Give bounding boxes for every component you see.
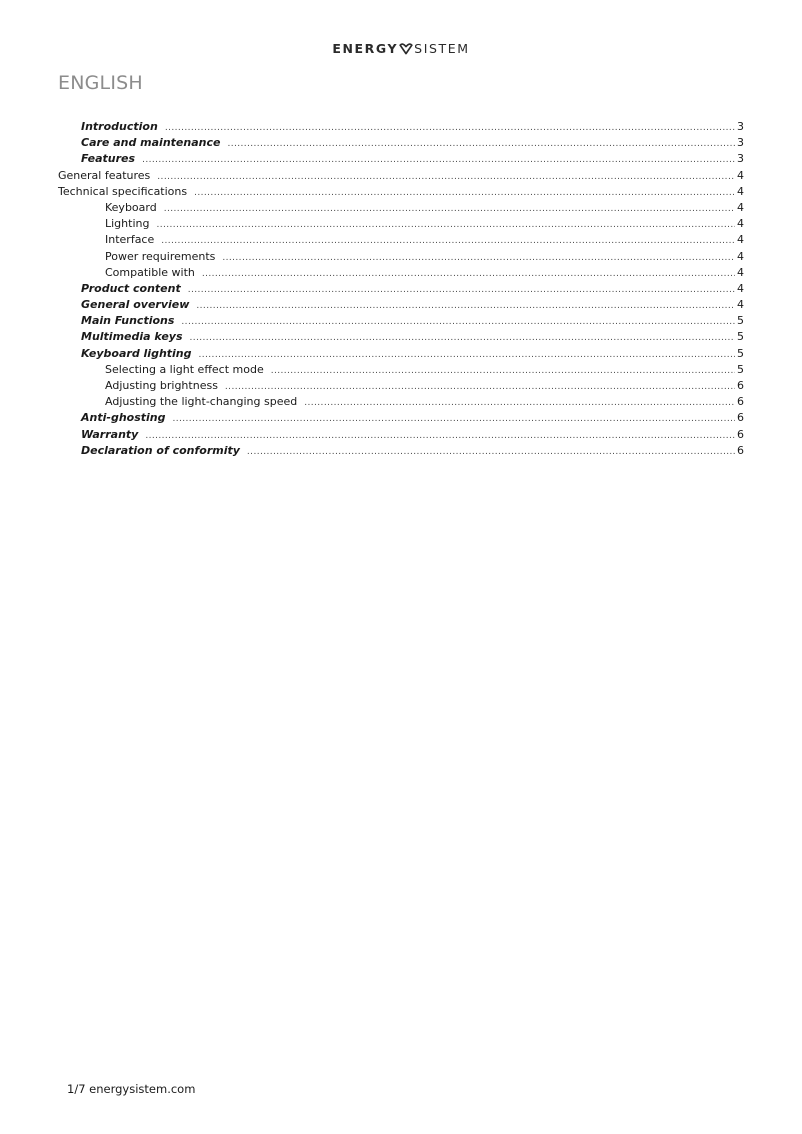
toc-entry[interactable] bbox=[58, 394, 744, 410]
toc-entry-page-number: 4 bbox=[737, 249, 744, 263]
toc-entry-label: Adjusting the light-changing speed bbox=[105, 395, 298, 409]
toc-dot-leader bbox=[202, 266, 735, 282]
toc-dot-leader bbox=[142, 152, 735, 168]
toc-entry-page-number: 5 bbox=[737, 346, 744, 360]
page-footer: 1/7 energysistem.com bbox=[67, 1082, 196, 1096]
toc-entry-page-number: 6 bbox=[737, 395, 744, 409]
toc-entry-page-number: 4 bbox=[737, 184, 744, 198]
toc-entry[interactable] bbox=[58, 281, 744, 297]
toc-dot-leader bbox=[157, 169, 735, 185]
toc-entry-label: Product content bbox=[81, 281, 181, 295]
toc-entry-label: Features bbox=[81, 152, 136, 166]
toc-entry-label: Warranty bbox=[81, 427, 139, 441]
toc-dot-leader bbox=[181, 314, 735, 330]
toc-entry-label: Keyboard lighting bbox=[81, 346, 192, 360]
toc-entry[interactable] bbox=[58, 200, 744, 216]
toc-dot-leader bbox=[304, 395, 735, 411]
toc-entry-page-number: 6 bbox=[737, 411, 744, 425]
toc-dot-leader bbox=[145, 428, 735, 444]
toc-entry[interactable] bbox=[58, 119, 744, 135]
toc-entry[interactable] bbox=[58, 378, 744, 394]
brand-logo bbox=[0, 41, 802, 57]
toc-dot-leader bbox=[164, 201, 735, 217]
toc-entry-label: Declaration of conformity bbox=[81, 443, 240, 457]
toc-entry[interactable] bbox=[58, 184, 744, 200]
toc-entry-label: Technical specifications bbox=[58, 184, 188, 198]
page-title: ENGLISH bbox=[58, 72, 143, 94]
toc-dot-leader bbox=[156, 217, 735, 233]
toc-entry[interactable] bbox=[58, 329, 744, 345]
toc-dot-leader bbox=[194, 185, 735, 201]
toc-entry-label: Selecting a light effect mode bbox=[105, 362, 264, 376]
brand-name-left: ENERGY bbox=[332, 41, 399, 56]
toc-entry[interactable] bbox=[58, 313, 744, 329]
toc-entry-page-number: 5 bbox=[737, 330, 744, 344]
toc-entry[interactable] bbox=[58, 265, 744, 281]
toc-entry-label: Anti-ghosting bbox=[81, 411, 166, 425]
toc-entry[interactable] bbox=[58, 297, 744, 313]
toc-dot-leader bbox=[271, 363, 735, 379]
toc-entry[interactable] bbox=[58, 362, 744, 378]
heart-check-icon bbox=[399, 43, 413, 55]
toc-entry-page-number: 5 bbox=[737, 362, 744, 376]
toc-entry-label: Multimedia keys bbox=[81, 330, 183, 344]
toc-entry-label: General overview bbox=[81, 298, 190, 312]
toc-dot-leader bbox=[190, 330, 736, 346]
toc-entry-page-number: 4 bbox=[737, 233, 744, 247]
toc-entry[interactable] bbox=[58, 151, 744, 167]
toc-dot-leader bbox=[227, 136, 735, 152]
toc-entry[interactable] bbox=[58, 427, 744, 443]
toc-entry-label: Adjusting brightness bbox=[105, 379, 218, 392]
table-of-contents bbox=[58, 119, 744, 459]
toc-entry-label: Main Functions bbox=[81, 314, 175, 328]
toc-entry-page-number: 3 bbox=[737, 152, 744, 166]
toc-entry-label: Lighting bbox=[105, 217, 150, 231]
toc-entry-page-number: 6 bbox=[737, 443, 744, 457]
toc-entry-page-number: 4 bbox=[737, 265, 744, 279]
toc-dot-leader bbox=[199, 347, 735, 363]
toc-entry[interactable] bbox=[58, 410, 744, 426]
toc-entry-page-number: 4 bbox=[737, 168, 744, 182]
toc-entry[interactable] bbox=[58, 249, 744, 265]
toc-entry[interactable] bbox=[58, 216, 744, 232]
toc-dot-leader bbox=[225, 379, 735, 395]
toc-entry-label: Care and maintenance bbox=[81, 136, 221, 150]
toc-entry[interactable] bbox=[58, 443, 744, 459]
toc-entry-label: Compatible with bbox=[105, 265, 195, 279]
toc-entry-page-number: 3 bbox=[737, 136, 744, 150]
toc-entry-page-number: 4 bbox=[737, 298, 744, 312]
toc-entry-page-number: 5 bbox=[737, 314, 744, 328]
toc-entry-label: Introduction bbox=[81, 120, 158, 133]
toc-entry[interactable] bbox=[58, 135, 744, 151]
toc-entry-page-number: 4 bbox=[737, 217, 744, 231]
toc-dot-leader bbox=[196, 298, 735, 314]
toc-entry[interactable] bbox=[58, 232, 744, 248]
toc-entry[interactable] bbox=[58, 346, 744, 362]
toc-dot-leader bbox=[222, 250, 735, 266]
toc-entry-label: Power requirements bbox=[105, 249, 216, 263]
toc-entry-page-number: 4 bbox=[737, 200, 744, 214]
toc-entry-page-number: 6 bbox=[737, 379, 744, 392]
toc-entry-label: General features bbox=[58, 168, 151, 182]
toc-dot-leader bbox=[188, 282, 735, 298]
toc-dot-leader bbox=[161, 233, 735, 249]
toc-entry[interactable] bbox=[58, 168, 744, 184]
toc-entry-page-number: 4 bbox=[737, 281, 744, 295]
toc-dot-leader bbox=[247, 444, 735, 460]
toc-entry-label: Interface bbox=[105, 233, 155, 247]
toc-entry-page-number: 3 bbox=[737, 120, 744, 133]
toc-entry-label: Keyboard bbox=[105, 200, 157, 214]
toc-dot-leader bbox=[165, 120, 735, 136]
toc-entry-page-number: 6 bbox=[737, 427, 744, 441]
brand-name-right: SISTEM bbox=[414, 41, 470, 56]
toc-dot-leader bbox=[172, 411, 735, 427]
